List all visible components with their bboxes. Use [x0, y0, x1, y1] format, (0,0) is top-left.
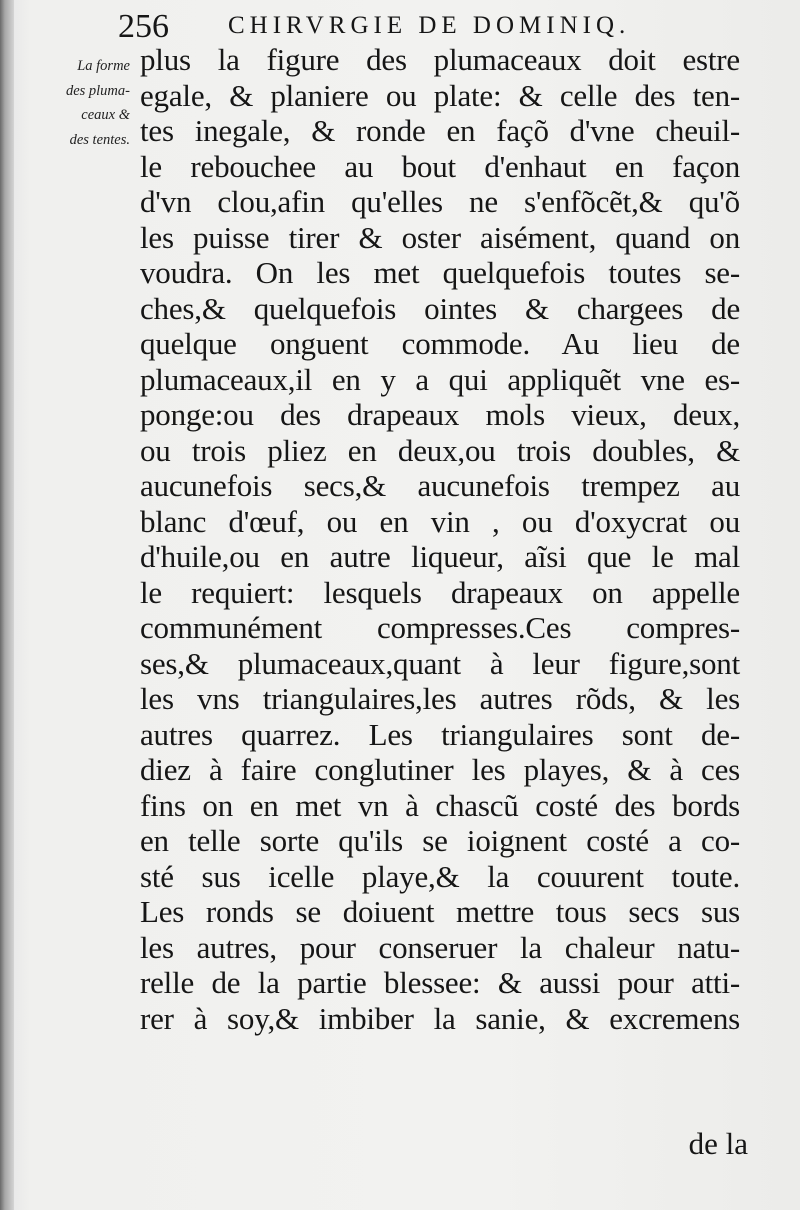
text-line: le rebouchee au bout d'enhaut en façon: [140, 148, 740, 184]
text-line: les autres, pour conseruer la chaleur natu-: [140, 929, 740, 965]
margin-note: [18, 54, 130, 152]
text-line: rer à soy,& imbiber la sanie, & excremens: [140, 1000, 740, 1036]
catchword: de la: [688, 1126, 748, 1161]
margin-note-line: La forme: [77, 58, 130, 74]
margin-note-line: des tentes.: [69, 131, 130, 148]
text-line: diez à faire conglutiner les playes, & à ces: [140, 752, 740, 787]
text-line: sté sus icelle playe,& la couurent toute.: [140, 858, 740, 894]
text-line: d'vn clou,afin qu'elles ne s'enfõcẽt,& qu'õ: [140, 184, 740, 219]
text-line: plus la figure des plumaceaux doit estre: [140, 42, 740, 77]
text-line: ou trois pliez en deux,ou trois doubles, &: [140, 432, 740, 468]
margin-note-line: ceaux &: [81, 107, 130, 123]
running-title: CHIRVRGIE DE DOMINIQ.: [228, 12, 631, 39]
text-line: ponge:ou des drapeaux mols vieux, deux,: [140, 397, 740, 432]
text-line: communément compresses.Ces compres-: [140, 610, 740, 645]
text-line: d'huile,ou en autre liqueur, aĩsi que le mal: [140, 539, 740, 574]
text-line: le requiert: lesquels drapeaux on appelle: [140, 574, 740, 610]
text-line: blanc d'œuf, ou en vin , ou d'oxycrat ou: [140, 503, 740, 539]
text-line: les puisse tirer & oster aisément, quand on: [140, 219, 740, 255]
body-text: [140, 42, 740, 1036]
text-line: fins on en met vn à chascũ costé des bords: [140, 787, 740, 823]
text-line: les vns triangulaires,les autres rõds, & les: [140, 681, 740, 716]
text-line: plumaceaux,il en y a qui appliquẽt vne es-: [140, 361, 740, 397]
text-line: ses,& plumaceaux,quant à leur figure,sont: [140, 645, 740, 681]
text-line: aucunefois secs,& aucunefois trempez au: [140, 468, 740, 503]
text-line: autres quarrez. Les triangulaires sont de-: [140, 716, 740, 752]
text-line: quelque onguent commode. Au lieu de: [140, 326, 740, 361]
text-line: relle de la partie blessee: & aussi pour atti-: [140, 965, 740, 1000]
binding-gutter: [0, 0, 14, 1210]
text-line: egale, & planiere ou plate: & celle des ten-: [140, 77, 740, 113]
text-line: ches,& quelquefois ointes & chargees de: [140, 290, 740, 326]
margin-note-line: des pluma-: [65, 82, 130, 99]
page-number: 256: [118, 8, 169, 45]
text-line: en telle sorte qu'ils se ioignent costé a co-: [140, 823, 740, 858]
text-line: tes inegale, & ronde en façõ d'vne cheuil-: [140, 113, 740, 148]
text-line: Les ronds se doiuent mettre tous secs sus: [140, 894, 740, 929]
text-line: voudra. On les met quelquefois toutes se-: [140, 255, 740, 290]
